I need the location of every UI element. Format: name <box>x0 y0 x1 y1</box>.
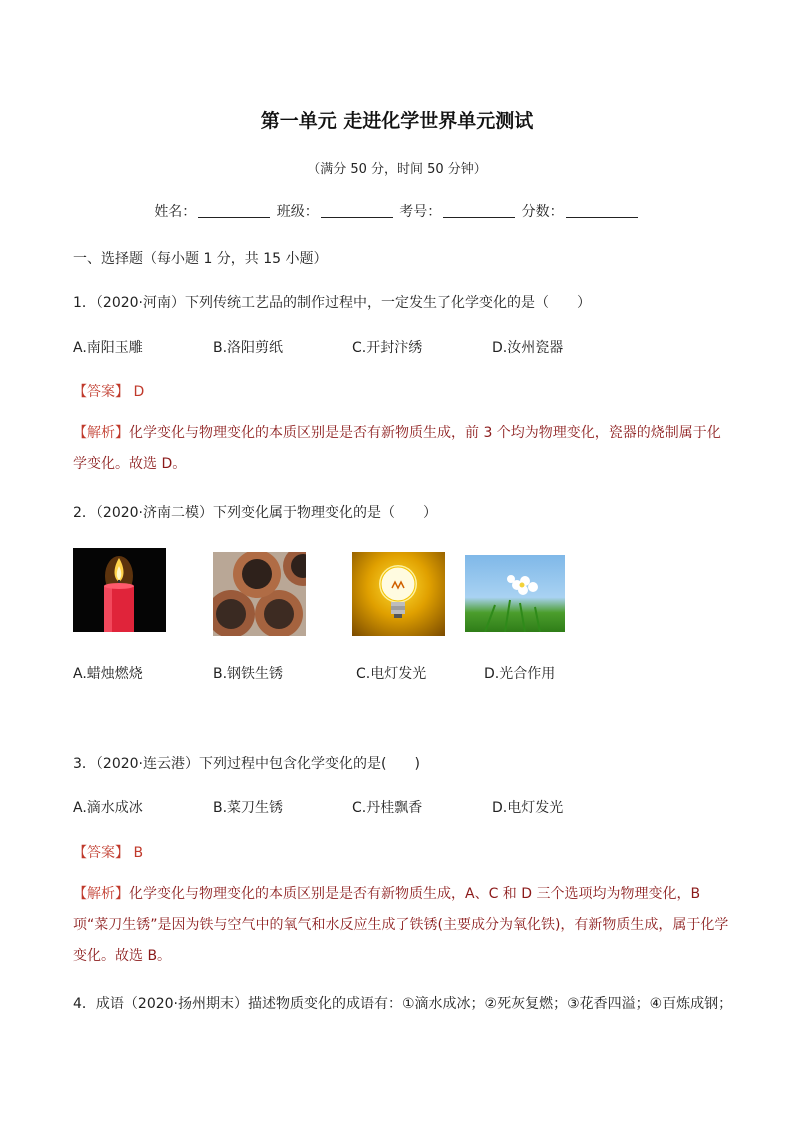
q1-option-c: C.开封汴绣 <box>352 340 423 356</box>
score-label: 分数： <box>521 204 564 220</box>
answer-label: 【答案】 <box>73 845 129 861</box>
q3-option-d: D.电灯发光 <box>492 800 564 816</box>
class-label: 班级： <box>276 204 319 220</box>
explanation-label: 【解析】 <box>73 425 129 441</box>
q2-option-b: B.钢铁生锈 <box>213 666 284 682</box>
q2-option-d: D.光合作用 <box>484 666 556 682</box>
q3-answer <box>73 842 143 862</box>
class-blank[interactable] <box>321 203 393 218</box>
q1-option-b: B.洛阳剪纸 <box>213 340 284 356</box>
page-title: 第一单元 走进化学世界单元测试 <box>260 110 534 132</box>
q1-explanation <box>73 418 733 480</box>
q1-option-a: A.南阳玉雕 <box>73 340 143 356</box>
q1-answer <box>73 381 144 401</box>
name-blank[interactable] <box>198 203 270 218</box>
candle-image <box>73 548 166 632</box>
id-label: 考号： <box>399 204 442 220</box>
exam-subtitle: （满分 50 分，时间 50 分钟） <box>307 162 487 177</box>
id-blank[interactable] <box>443 203 515 218</box>
q3-explanation <box>73 879 737 972</box>
question-3-stem: 3．（2020·连云港）下列过程中包含化学变化的是( ) <box>73 756 420 772</box>
student-info-line <box>0 201 794 221</box>
q2-option-a: A.蜡烛燃烧 <box>73 666 143 682</box>
explanation-text: 化学变化与物理变化的本质区别是是否有新物质生成，A、C 和 D 三个选项均为物理变化，B 项“菜刀生锈”是因为铁与空气中的氧气和水反应生成了铁锈(主要成分为氧化铁)，有新物质生成，属于化学变化。故选 B。 <box>73 886 729 964</box>
flower-plant-image <box>465 555 565 632</box>
score-blank[interactable] <box>566 203 638 218</box>
question-1-stem: 1．（2020·河南）下列传统工艺品的制作过程中，一定发生了化学变化的是（ ） <box>73 295 591 311</box>
section-heading: 一、选择题（每小题 1 分，共 15 小题） <box>73 251 328 267</box>
question-4-stem: 4．成语（2020·扬州期末）描述物质变化的成语有：①滴水成冰；②死灰复燃；③花香四溢；④百炼成钢； <box>73 996 733 1012</box>
explanation-text: 化学变化与物理变化的本质区别是是否有新物质生成，前 3 个均为物理变化，瓷器的烧制属于化学变化。故选 D。 <box>73 425 721 472</box>
rusty-pipes-image <box>213 552 306 636</box>
answer-value: D <box>133 384 145 400</box>
question-2-stem: 2．（2020·济南二模）下列变化属于物理变化的是（ ） <box>73 505 437 521</box>
answer-label: 【答案】 <box>73 384 129 400</box>
light-bulb-image <box>352 552 445 636</box>
q2-option-c: C.电灯发光 <box>356 666 427 682</box>
q3-option-b: B.菜刀生锈 <box>213 800 284 816</box>
name-label: 姓名： <box>154 204 197 220</box>
q1-option-d: D.汝州瓷器 <box>492 340 564 356</box>
q3-option-a: A.滴水成冰 <box>73 800 143 816</box>
answer-value: B <box>133 845 144 861</box>
explanation-label: 【解析】 <box>73 886 129 902</box>
q3-option-c: C.丹桂飘香 <box>352 800 423 816</box>
